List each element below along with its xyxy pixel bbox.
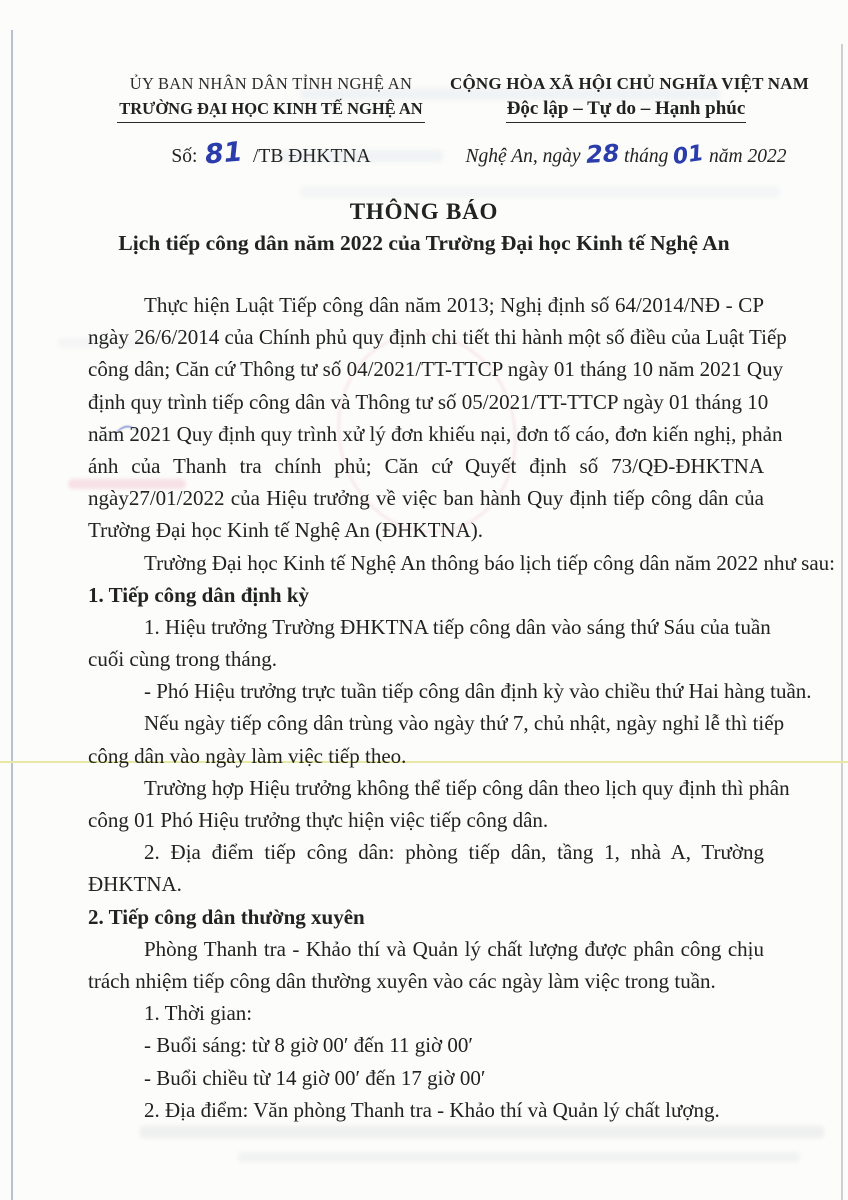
body-line: Phòng Thanh tra - Khảo thí và Quản lý chất lượng được phân công chịu — [144, 936, 764, 961]
date-day-handwritten: 28 — [584, 139, 620, 169]
body-line: Trường hợp Hiệu trưởng không thể tiếp công dân theo lịch quy định thì phân — [144, 775, 790, 800]
date-line — [450, 139, 802, 171]
body-line: 2. Địa điểm tiếp công dân: phòng tiếp dân, tầng 1, nhà A, Trường — [144, 840, 764, 865]
document-number-line — [88, 138, 454, 169]
section-heading: 2. Tiếp công dân thường xuyên — [88, 904, 365, 929]
document-title: THÔNG BÁO — [349, 199, 499, 224]
document-subtitle: Lịch tiếp công dân năm 2022 của Trường Đại học Kinh tế Nghệ An — [118, 231, 730, 255]
body-line: - Buổi chiều từ 14 giờ 00′ đến 17 giờ 00′ — [144, 1065, 486, 1090]
doc-no-handwritten: 81 — [204, 136, 245, 171]
body-line: ánh của Thanh tra chính phủ; Căn cứ Quyết định số 73/QĐ-ĐHKTNA — [88, 453, 764, 478]
national-motto: Độc lập – Tự do – Hạnh phúc — [450, 98, 802, 123]
section-heading: 1. Tiếp công dân định kỳ — [88, 582, 309, 607]
body-line: ĐHKTNA. — [88, 872, 182, 897]
body-line: Trường Đại học Kinh tế Nghệ An (ĐHKTNA). — [88, 518, 484, 543]
body-line: trách nhiệm tiếp công dân thường xuyên vào các ngày làm việc trong tuần. — [88, 968, 716, 993]
body-line: cuối cùng trong tháng. — [88, 647, 277, 672]
scan-artifact — [140, 1126, 824, 1138]
scan-artifact — [238, 1152, 800, 1162]
body-line: Nếu ngày tiếp công dân trùng vào ngày thứ 7, chủ nhật, ngày nghỉ lễ thì tiếp — [144, 711, 785, 736]
date-month-handwritten: 01 — [671, 140, 706, 171]
body-line: Thực hiện Luật Tiếp công dân năm 2013; Nghị định số 64/2014/NĐ - CP — [144, 293, 764, 317]
body-line: định quy trình tiếp công dân và Thông tư số 05/2021/TT-TTCP ngày 01 tháng 10 — [88, 389, 769, 414]
document-body — [88, 289, 836, 1126]
date-mid: tháng — [623, 146, 669, 167]
body-line: - Buổi sáng: từ 8 giờ 00′ đến 11 giờ 00′ — [144, 1033, 473, 1058]
body-line: công 01 Phó Hiệu trưởng thực hiện việc tiếp công dân. — [88, 808, 549, 832]
date-prefix: Nghệ An, ngày — [465, 146, 581, 167]
date-suffix: năm 2022 — [709, 146, 787, 167]
body-line: năm 2021 Quy định quy trình xử lý đơn khiếu nại, đơn tố cáo, đơn kiến nghị, phản — [88, 421, 783, 446]
body-line: 1. Thời gian: — [144, 1001, 253, 1026]
doc-no-label: Số: — [171, 146, 198, 167]
body-line: ngày27/01/2022 của Hiệu trưởng về việc ban hành Quy định tiếp công dân của — [88, 486, 764, 511]
body-line: ngày 26/6/2014 của Chính phủ quy định chi tiết thi hành một số điều của Luật Tiếp — [88, 325, 787, 350]
body-line: Trường Đại học Kinh tế Nghệ An thông báo lịch tiếp công dân năm 2022 như sau: — [144, 550, 836, 575]
doc-no-suffix: /TB ĐHKTNA — [253, 146, 371, 167]
body-line: công dân vào ngày làm việc tiếp theo. — [88, 743, 407, 768]
body-line: công dân; Căn cứ Thông tư số 04/2021/TT-TTCP ngày 01 tháng 10 năm 2021 Quy — [88, 357, 784, 382]
scan-artifact — [300, 186, 780, 198]
body-line: - Phó Hiệu trưởng trực tuần tiếp công dân định kỳ vào chiều thứ Hai hàng tuần. — [144, 679, 812, 704]
body-line: 2. Địa điểm: Văn phòng Thanh tra - Khảo thí và Quản lý chất lượng. — [144, 1097, 720, 1122]
national-title: CỘNG HÒA XÃ HỘI CHỦ NGHĨA VIỆT NAM — [450, 74, 809, 93]
authority-parent-name: ỦY BAN NHÂN DÂN TỈNH NGHỆ AN — [129, 74, 413, 93]
issuing-authority-block — [88, 74, 454, 123]
national-header-block — [450, 74, 809, 123]
body-line: 1. Hiệu trưởng Trường ĐHKTNA tiếp công dân vào sáng thứ Sáu của tuần — [144, 614, 771, 639]
authority-name: TRƯỜNG ĐẠI HỌC KINH TẾ NGHỆ AN — [88, 99, 454, 123]
